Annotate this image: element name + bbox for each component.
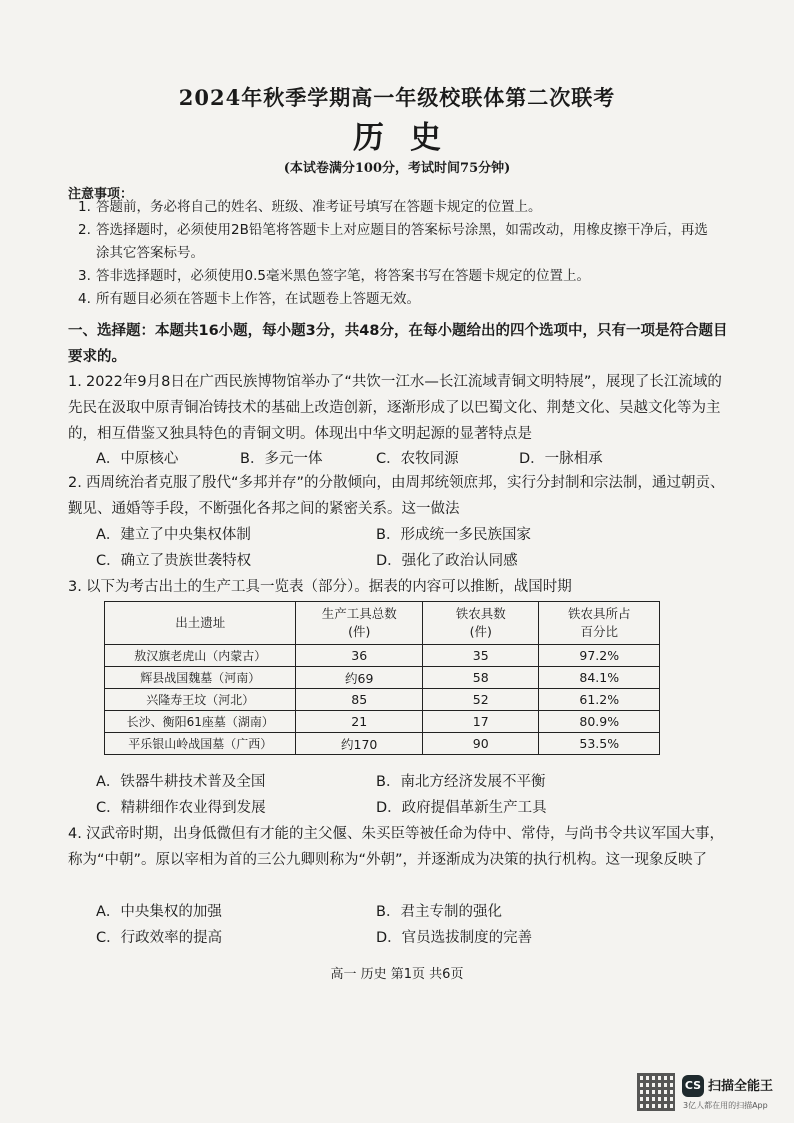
table-header-cell: 出土遗址 bbox=[105, 602, 296, 645]
table-cell: 53.5% bbox=[539, 733, 660, 755]
table-row bbox=[105, 645, 660, 667]
table-cell: 58 bbox=[423, 667, 539, 689]
option-b[interactable]: B．形成统一多民族国家 bbox=[376, 527, 531, 543]
option-a[interactable]: A．中央集权的加强 bbox=[96, 904, 222, 920]
note-text: 答选择题时，必须使用2B铅笔将答题卡上对应题目的答案标号涂黑，如需改动，用橡皮擦干净后，再选涂其它答案标号。 bbox=[96, 222, 708, 261]
table-header-cell: 铁农具数 (件) bbox=[423, 602, 539, 645]
table-cell: 约170 bbox=[296, 733, 423, 755]
table-cell: 35 bbox=[423, 645, 539, 667]
table-cell: 21 bbox=[296, 711, 423, 733]
table-cell: 97.2% bbox=[539, 645, 660, 667]
table-cell: 36 bbox=[296, 645, 423, 667]
camscanner-name: 扫描全能王 bbox=[708, 1079, 774, 1094]
table-cell: 90 bbox=[423, 733, 539, 755]
table-cell: 兴隆寿王坟（河北） bbox=[105, 689, 296, 711]
option-c[interactable]: C．行政效率的提高 bbox=[96, 930, 223, 946]
table-cell: 80.9% bbox=[539, 711, 660, 733]
table-header-cell: 铁农具所占 百分比 bbox=[539, 602, 660, 645]
question-number: 3. bbox=[68, 579, 82, 595]
note-number: 1. bbox=[78, 199, 91, 215]
table-header-cell: 生产工具总数 (件) bbox=[296, 602, 423, 645]
option-b[interactable]: B．君主专制的强化 bbox=[376, 904, 502, 920]
question-text: 西周统治者克服了殷代“多邦并存”的分散倾向，由周邦统领庶邦，实行分封制和宗法制，通过朝贡、觐见、通婚等手段，不断强化各邦之间的紧密关系。这一做法 bbox=[68, 475, 725, 517]
note-item bbox=[78, 265, 716, 288]
table-row bbox=[105, 711, 660, 733]
note-item bbox=[78, 196, 716, 219]
option-a[interactable]: A．中原核心 bbox=[96, 451, 179, 467]
camscanner-tagline: 3亿人都在用的扫描App bbox=[683, 1101, 768, 1110]
option-d[interactable]: D．官员选拔制度的完善 bbox=[376, 930, 533, 946]
note-item bbox=[78, 288, 716, 311]
notes-heading: 注意事项： bbox=[68, 187, 134, 202]
table-cell: 长沙、衡阳61座墓（湖南） bbox=[105, 711, 296, 733]
question-text: 以下为考古出土的生产工具一览表（部分）。据表的内容可以推断，战国时期 bbox=[86, 579, 572, 595]
table-cell: 17 bbox=[423, 711, 539, 733]
table-cell: 辉县战国魏墓（河南） bbox=[105, 667, 296, 689]
note-text: 答题前，务必将自己的姓名、班级、准考证号填写在答题卡规定的位置上。 bbox=[96, 199, 542, 215]
note-text: 所有题目必须在答题卡上作答，在试题卷上答题无效。 bbox=[96, 291, 420, 307]
production-tools-table bbox=[104, 601, 660, 755]
question-number: 2. bbox=[68, 475, 82, 491]
table-cell: 52 bbox=[423, 689, 539, 711]
option-a[interactable]: A．铁器牛耕技术普及全国 bbox=[96, 774, 266, 790]
option-c[interactable]: C．确立了贵族世袭特权 bbox=[96, 553, 252, 569]
table-cell: 85 bbox=[296, 689, 423, 711]
question-number: 4. bbox=[68, 826, 82, 842]
table-row bbox=[105, 689, 660, 711]
question-text: 汉武帝时期，出身低微但有才能的主父偃、朱买臣等被任命为侍中、常侍，与尚书令共议军国大事，称为“中朝”。原以宰相为首的三公九卿则称为“外朝”，并逐渐成为决策的执行机构。这一现象反映了 bbox=[68, 826, 724, 868]
option-d[interactable]: D．一脉相承 bbox=[519, 451, 603, 467]
question-stem bbox=[68, 470, 732, 522]
camscanner-logo-icon: CS bbox=[682, 1075, 704, 1097]
option-c[interactable]: C．农牧同源 bbox=[376, 451, 459, 467]
note-number: 3. bbox=[78, 268, 91, 284]
exam-info: (本试卷满分100分，考试时间75分钟) bbox=[283, 161, 511, 176]
table-row bbox=[105, 667, 660, 689]
table-header-row bbox=[105, 602, 660, 645]
note-item bbox=[78, 219, 716, 265]
option-d[interactable]: D．强化了政治认同感 bbox=[376, 553, 518, 569]
question-stem bbox=[68, 821, 732, 873]
table-cell: 84.1% bbox=[539, 667, 660, 689]
note-number: 2. bbox=[78, 222, 91, 238]
page-footer: 高一 历史 第1页 共6页 bbox=[330, 967, 464, 982]
question-stem bbox=[68, 574, 732, 600]
option-a[interactable]: A．建立了中央集权体制 bbox=[96, 527, 251, 543]
table-cell: 61.2% bbox=[539, 689, 660, 711]
subject-title: 历史 bbox=[353, 120, 467, 156]
section-heading: 一、选择题：本题共16小题，每小题3分，共48分，在每小题给出的四个选项中，只有一项是符合题目要求的。 bbox=[68, 323, 728, 365]
note-number: 4. bbox=[78, 291, 91, 307]
question-number: 1. bbox=[68, 374, 82, 390]
option-c[interactable]: C．精耕细作农业得到发展 bbox=[96, 800, 266, 816]
option-b[interactable]: B．南北方经济发展不平衡 bbox=[376, 774, 546, 790]
qr-code-icon bbox=[637, 1073, 675, 1111]
table-cell: 约69 bbox=[296, 667, 423, 689]
table-cell: 敖汉旗老虎山（内蒙古） bbox=[105, 645, 296, 667]
table-cell: 平乐银山岭战国墓（广西） bbox=[105, 733, 296, 755]
option-d[interactable]: D．政府提倡革新生产工具 bbox=[376, 800, 547, 816]
question-text: 2022年9月8日在广西民族博物馆举办了“共饮一江水—长江流域青铜文明特展”，展现了长江流域的先民在汲取中原青铜冶铸技术的基础上改造创新，逐渐形成了以巴蜀文化、荆楚文化、吴越文化等为主的，相互借鉴又独具特色的青铜文明。体现出中华文明起源的显著特点是 bbox=[68, 374, 722, 442]
option-b[interactable]: B．多元一体 bbox=[240, 451, 323, 467]
note-text: 答非选择题时，必须使用0.5毫米黑色签字笔，将答案书写在答题卡规定的位置上。 bbox=[96, 268, 590, 284]
table-row bbox=[105, 733, 660, 755]
question-stem bbox=[68, 369, 732, 447]
exam-title: 2024年秋季学期高一年级校联体第二次联考 bbox=[178, 85, 616, 110]
